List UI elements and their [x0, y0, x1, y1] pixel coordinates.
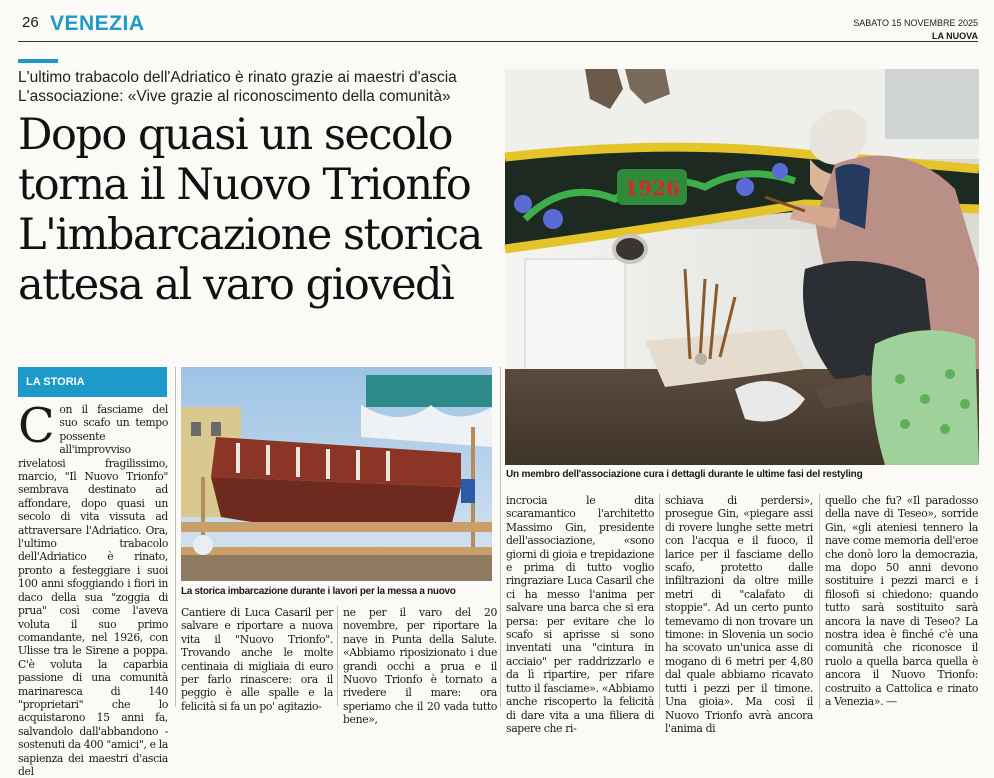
section-label: LA STORIA: [18, 367, 167, 397]
headline-line-2: torna il Nuovo Trionfo: [18, 160, 471, 210]
main-photo-illustration: [505, 69, 979, 465]
headline: [18, 110, 508, 310]
worker-helmet: [193, 535, 213, 555]
column-divider: [337, 606, 338, 706]
blue-flower: [736, 178, 754, 196]
kicker-line-2: L'associazione: «Vive grazie al riconoscimento della comunità»: [18, 88, 451, 105]
article-column-5: schiava di perdersi», prosegue Gin, «piegare assi di rovere lunghe sette metri con l'acqua e il fuoco, il larice per il fasciame dello scafo, protetto dalle infiltrazioni da oltre mille metri di "calafato di stoppie". Ad un certo punto temevamo di non trovare un timone: in Slovenia un socio ha scovato un'unica asse di mogano di 6 metri per 4,80 dal quale abbiamo ricavato tutti i pezzi per il timone. Una gioia». Ma così il Nuovo Trionfo avrà ancora l'anima di: [665, 494, 813, 735]
scaffold-plank: [181, 522, 492, 532]
blue-flower: [543, 209, 563, 229]
headline-line-4: attesa al varo giovedì: [18, 260, 454, 310]
headline-line-3: L'imbarcazione storica: [18, 210, 482, 260]
drop-cap: C: [18, 398, 55, 454]
article-column-4: incrocia le dita scaramantico l'architetto Massimo Gin, presidente dell'associazione, «sono giorni di gioia e trepidazione e prima di tutto voglio ringraziare Luca Casaril che ci ha messo l'anima per salvare una barca che si era persa: per evitare che lo scafo si aprisse si sono inventati una "cintura in acciaio" per raddrizzarlo e da lì ripartire, per rifare tutto il fasciame». «Abbiamo anche riscoperto la felicità di dare vita a una filiera di sapere che ri-: [506, 494, 654, 735]
column-divider: [175, 367, 176, 707]
main-photo-caption: Un membro dell'associazione cura i dettagli durante le ultime fasi del restyling: [506, 469, 863, 480]
kicker: [18, 68, 498, 106]
year-text: 1926: [624, 176, 680, 200]
column-divider: [500, 367, 501, 707]
article-column-2: Cantiere di Luca Casaril per salvare e riportare a nuova vita il "Nuovo Trionfo". Trovando anche le molte centinaia di migliaia di euro per farlo rinascere: ora il peggio è alle spalle e la felicità si fa un po' agitazio-: [181, 606, 333, 713]
blue-flower: [772, 163, 788, 179]
accent-bar: [18, 59, 58, 63]
window-light: [885, 69, 979, 139]
column-1-text: on il fasciame del suo scafo un tempo possente all'improvviso rivelatosi fragilissimo, marcio, "Il Nuovo Trionfo" sembrava destinato ad affondare, dopo quasi un secolo di vita vissuta ad attraversare l'Adriatico. Ora, l'ultimo trabacolo dell'Adriatico è rinato, pronto a festeggiare i suoi 100 anni sfoggiando i fiori in daco della sua "zoggia di prua" così come l'aveva voluta il suo primo comandante, nel 1926, con Ulisse tra le Sirene a poppa. C'è voluta la caparbia passione di una comunità marinaresca di 140 "proprietari" che lo acquistarono 15 anni fa, salvandolo dall'abbandono - sostenuti da 400 "amici", e la sapienza dei maestri d'ascia del: [18, 403, 168, 778]
canopy: [366, 375, 492, 407]
publication-name: LA NUOVA: [932, 31, 978, 41]
worker-figure: [461, 479, 475, 503]
paint-jar: [695, 353, 707, 365]
main-photo: [505, 69, 979, 465]
boat-photo-caption: La storica imbarcazione durante i lavori per la messa a nuovo: [181, 586, 456, 597]
ground: [181, 555, 492, 581]
article-column-3: ne per il varo del 20 novembre, per riportare la nave in Punta della Salute. «Abbiamo riposizionato i due grandi occhi a prua e il Nuovo Trionfo è tornato a rivedere il mare: ora speriamo che il 20 vada tutto bene»,: [343, 606, 497, 727]
page-number: 26: [22, 14, 39, 31]
header-rule: [18, 41, 978, 42]
building-window: [211, 422, 221, 436]
scaffold-plank: [181, 547, 492, 555]
kicker-line-1: L'ultimo trabacolo dell'Adriatico è rinato grazie ai maestri d'ascia: [18, 69, 457, 86]
blue-flower: [514, 195, 532, 213]
building-window: [191, 422, 201, 436]
section-title: VENEZIA: [50, 12, 145, 35]
article-column-6: quello che fu? «Il paradosso della nave di Teseo», sorride Gin, «gli ateniesi tennero la nave come memoria dell'eroe che donò loro la democrazia, ma dopo 50 anni devono sostituire i pezzi marci e i filosofi si chiedono: quando tutto sarà sostituito sarà ancora la nave di Teseo? La nostra idea è finché c'è una comunità che riconosce il ruolo a quella barca quella è ancora il Nuovo Trionfo: costruito a Cattolica e rinato a Venezia». —: [825, 494, 978, 709]
column-divider: [819, 494, 820, 709]
masthead-date: [853, 17, 978, 43]
column-divider: [659, 494, 660, 709]
hawse-hole: [614, 236, 646, 262]
headline-line-1: Dopo quasi un secolo: [18, 110, 452, 160]
boat-photo: [181, 367, 492, 581]
article-column-1: [18, 398, 168, 778]
boat-photo-illustration: [181, 367, 492, 581]
issue-date: SABATO 15 NOVEMBRE 2025: [853, 18, 978, 28]
